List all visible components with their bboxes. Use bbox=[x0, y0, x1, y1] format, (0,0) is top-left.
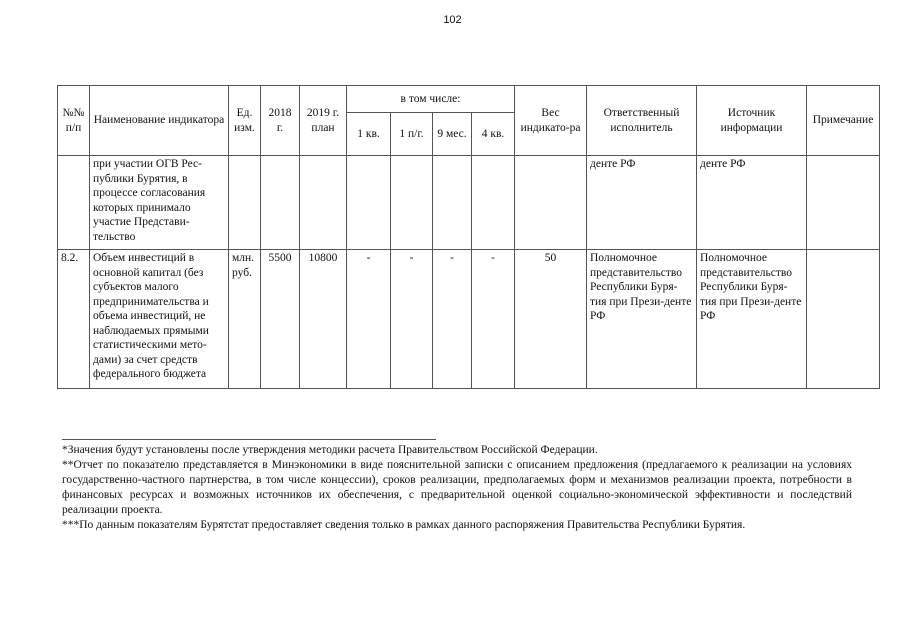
cell-q4 bbox=[472, 156, 515, 250]
table-row bbox=[58, 250, 880, 389]
footnote-divider bbox=[62, 439, 436, 440]
header-2018: 2018 г. bbox=[261, 86, 300, 156]
header-2019-plan: 2019 г. план bbox=[300, 86, 347, 156]
header-9-months: 9 мес. bbox=[433, 113, 472, 156]
cell-name: при участии ОГВ Рес-публики Бурятия, в процессе согласования которых принимало участие Представи-тельство bbox=[90, 156, 229, 250]
cell-responsible: Полномочное представительство Республики Буря-тия при Прези-денте РФ bbox=[587, 250, 697, 389]
header-q1: 1 кв. bbox=[347, 113, 391, 156]
footnote-1: *Значения будут установлены после утверждения методики расчета Правительством Российской Федерации. bbox=[62, 444, 598, 456]
header-responsible: Ответственный исполнитель bbox=[587, 86, 697, 156]
cell-2019 bbox=[300, 156, 347, 250]
cell-note bbox=[807, 250, 880, 389]
cell-h1: - bbox=[391, 250, 433, 389]
cell-responsible: денте РФ bbox=[587, 156, 697, 250]
cell-q4: - bbox=[472, 250, 515, 389]
header-source: Источник информации bbox=[697, 86, 807, 156]
cell-source: Полномочное представительство Республики Буря-тия при Прези-денте РФ bbox=[697, 250, 807, 389]
header-num: №№ п/п bbox=[58, 86, 90, 156]
cell-unit bbox=[229, 156, 261, 250]
header-q4: 4 кв. bbox=[472, 113, 515, 156]
cell-2018 bbox=[261, 156, 300, 250]
cell-9-months bbox=[433, 156, 472, 250]
cell-q1 bbox=[347, 156, 391, 250]
header-unit: Ед. изм. bbox=[229, 86, 261, 156]
footnote-2: **Отчет по показателю представляется в Минэкономики в виде пояснительной записки с описанием предложения (предлагаемого к реализации на условиях государственно-частного партнерства, в том числе концессии), сроков реализации, предполагаемых форм и механизмов реализации проекта, потребности в финансовых ресурсах и возможных источников их обеспечения, с предварительной оценкой социально-экономической эффективности и последствий реализации проекта. bbox=[62, 459, 852, 516]
footnotes bbox=[62, 443, 852, 533]
cell-unit: млн. руб. bbox=[229, 250, 261, 389]
cell-9-months: - bbox=[433, 250, 472, 389]
cell-name: Объем инвестиций в основной капитал (без субъектов малого предпринимательства и объема инвестиций, не наблюдаемых прямыми статистическими мето-дами) за счет средств федерального бюджета bbox=[90, 250, 229, 389]
cell-num: 8.2. bbox=[58, 250, 90, 389]
cell-weight bbox=[515, 156, 587, 250]
cell-note bbox=[807, 156, 880, 250]
table-header-row bbox=[58, 86, 880, 113]
page-number: 102 bbox=[443, 14, 462, 26]
cell-num bbox=[58, 156, 90, 250]
header-h1: 1 п/г. bbox=[391, 113, 433, 156]
header-including: в том числе: bbox=[347, 86, 515, 113]
cell-h1 bbox=[391, 156, 433, 250]
cell-2019: 10800 bbox=[300, 250, 347, 389]
header-weight: Вес индикато-ра bbox=[515, 86, 587, 156]
cell-weight: 50 bbox=[515, 250, 587, 389]
cell-q1: - bbox=[347, 250, 391, 389]
table-row bbox=[58, 156, 880, 250]
footnote-3: ***По данным показателям Бурятстат предоставляет сведения только в рамках данного распоряжения Правительства Республики Бурятия. bbox=[62, 519, 746, 531]
cell-source: денте РФ bbox=[697, 156, 807, 250]
header-note: Примечание bbox=[807, 86, 880, 156]
indicators-table bbox=[57, 85, 880, 389]
cell-2018: 5500 bbox=[261, 250, 300, 389]
header-name: Наименование индикатора bbox=[90, 86, 229, 156]
